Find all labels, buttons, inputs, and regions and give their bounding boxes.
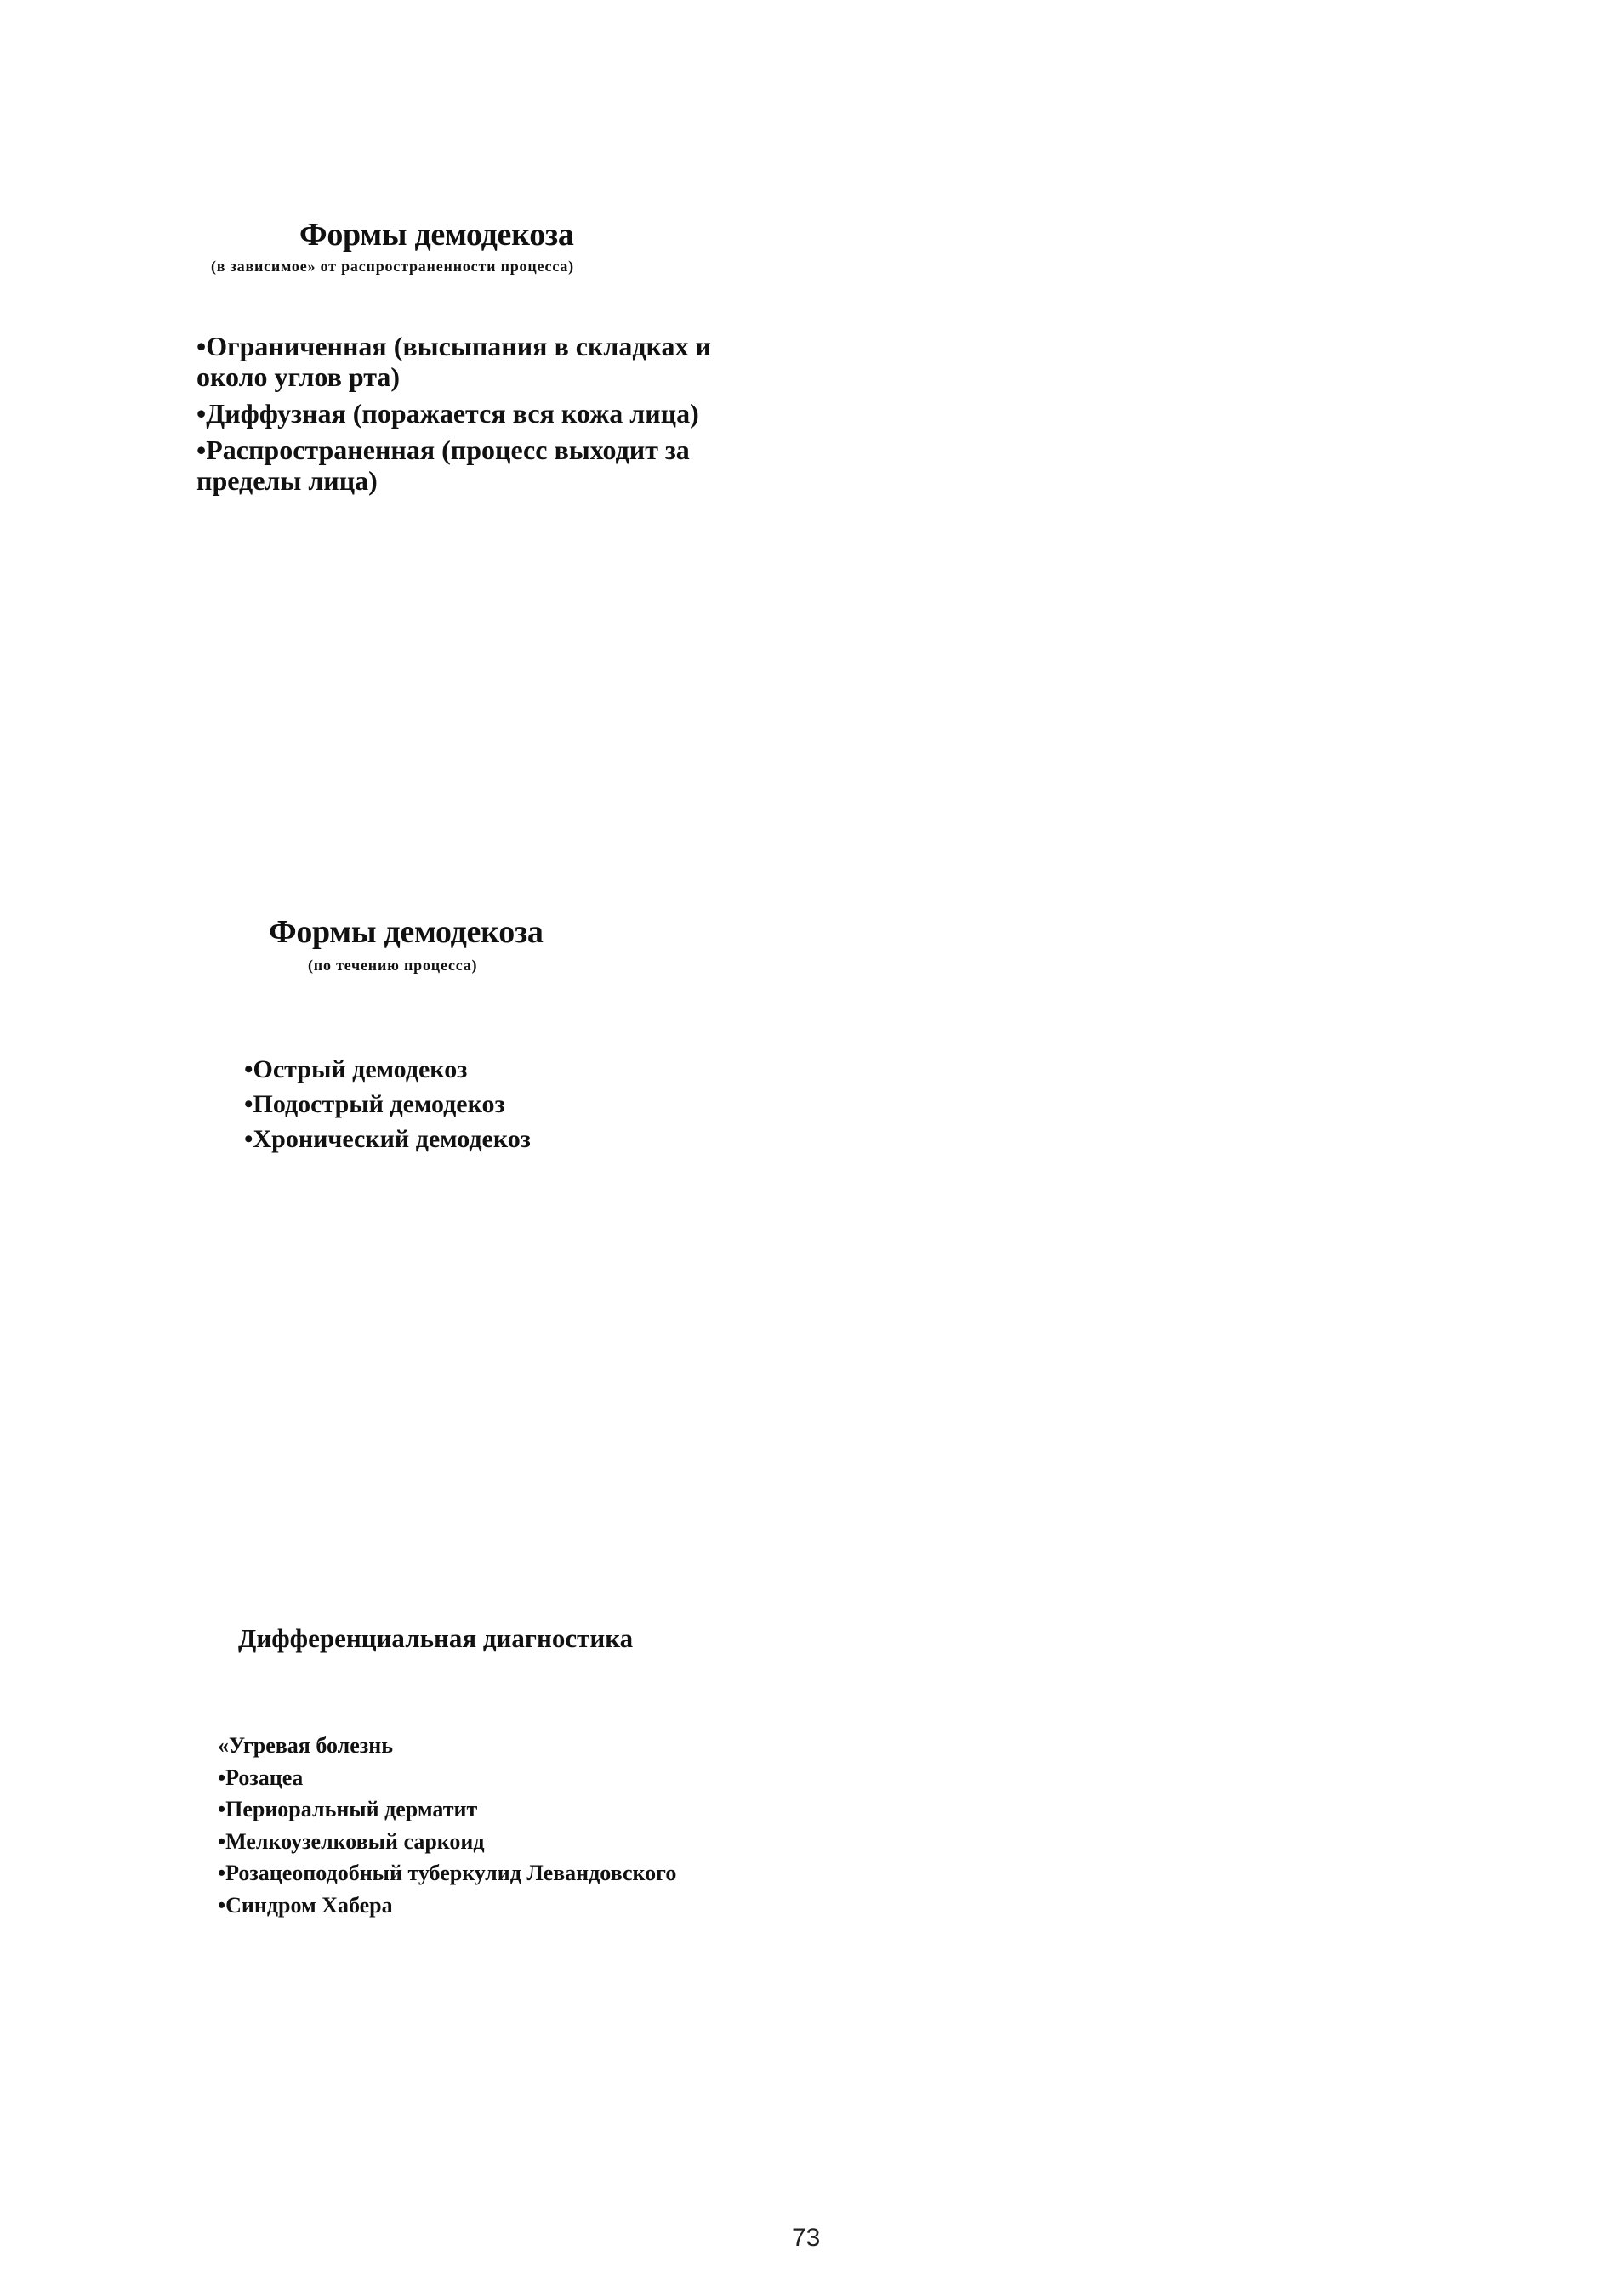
list-item: •Острый демодекоз — [244, 1055, 468, 1083]
list-item: •Розацеоподобный туберкулид Левандовского — [218, 1861, 677, 1885]
forms-list — [196, 331, 741, 502]
list-item: •Синдром Хабера — [218, 1892, 393, 1918]
forms-list — [244, 1052, 839, 1157]
section-title: Формы демодекоза — [269, 914, 544, 950]
list-item: •Мелкоузелковый саркоид — [218, 1828, 485, 1854]
list-item: •Диффузная (поражается вся кожа лица) — [196, 398, 699, 429]
page-number: 73 — [792, 2224, 821, 2252]
list-item: •Распространенная (процесс выходит за пределы лица) — [196, 435, 690, 496]
list-item: •Периоральный дерматит — [218, 1797, 478, 1821]
section-title: Формы демодекоза — [299, 217, 574, 253]
section-title: Дифференциальная диагностика — [238, 1623, 634, 1653]
diagnosis-list — [218, 1730, 983, 1921]
list-item: •Ограниченная (высыпания в складках и около углов рта) — [196, 331, 711, 392]
section-subtitle: (по течению процесса) — [308, 957, 478, 974]
list-item: •Хронический демодекоз — [244, 1125, 531, 1153]
list-item: «Угревая болезнь — [218, 1733, 393, 1758]
section-subtitle: (в зависимое» от распространенности процесса) — [211, 258, 574, 275]
list-item: •Подострый демодекоз — [244, 1090, 505, 1118]
list-item: •Розацеа — [218, 1765, 304, 1790]
